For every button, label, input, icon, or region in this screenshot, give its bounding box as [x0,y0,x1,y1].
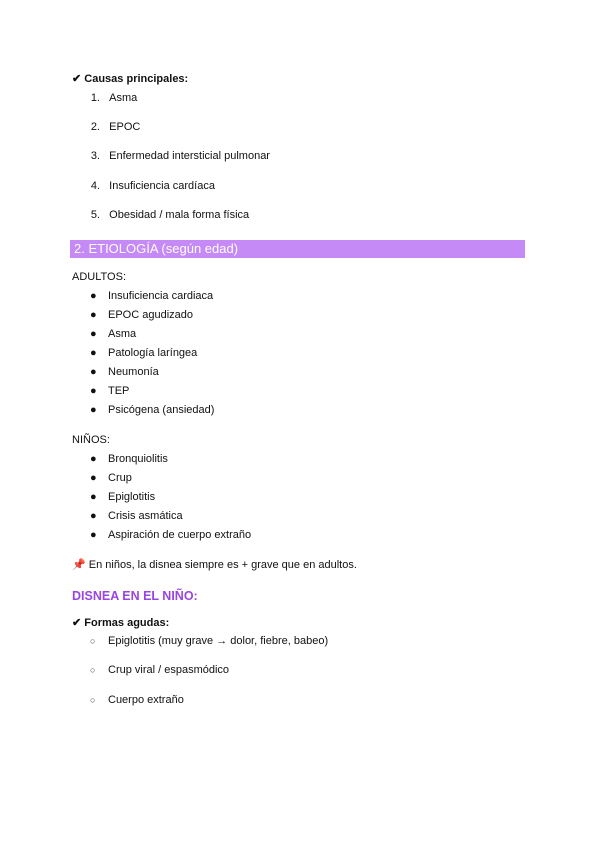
list-item: ● EPOC agudizado [90,309,193,321]
list-item: 4. Insuficiencia cardíaca [90,180,215,192]
adultos-label: ADULTOS: [72,271,126,283]
list-item: ● Asma [90,328,137,340]
list-item: ○ Crup viral / espasmódico [90,664,230,676]
formas-agudas-text: Formas agudas: [84,617,170,629]
list-item: 2. EPOC [90,121,141,133]
list-item: 3. Enfermedad intersticial pulmonar [90,150,270,162]
list-item: ● Psicógena (ansiedad) [90,404,215,416]
causas-title-text: Causas principales: [84,73,189,85]
check-icon: ✔ [72,617,82,629]
list-item: ● Bronquiolitis [90,453,168,465]
list-item: ● Crup [90,472,132,484]
check-icon: ✔ [72,73,82,85]
section-heading-etiologia [70,240,525,258]
causas-title [72,72,188,85]
list-item: ● Patología laríngea [90,347,198,359]
list-item: ● Epiglotitis [90,491,156,503]
note [72,558,357,571]
list-item: ● Aspiración de cuerpo extraño [90,529,252,541]
list-item: ● Crisis asmática [90,510,183,522]
note-text: En niños, la disnea siempre es + grave que en adultos. [88,559,357,571]
pushpin-icon: 📌 [72,559,86,571]
list-item: ● TEP [90,385,130,397]
section-heading-disnea-nino: DISNEA EN EL NIÑO: [72,589,198,603]
list-item: ● Insuficiencia cardiaca [90,290,214,302]
section-heading-text: 2. ETIOLOGÍA (según edad) [74,241,239,256]
list-item: 5. Obesidad / mala forma física [90,209,250,221]
list-item: ○ Epiglotitis (muy grave → dolor, fiebre, babeo) [90,635,329,647]
formas-agudas-title [72,616,169,629]
list-item: ● Neumonía [90,366,159,378]
ninos-label: NIÑOS: [72,434,110,446]
list-item: ○ Cuerpo extraño [90,694,184,706]
list-item: 1. Asma [90,92,138,104]
